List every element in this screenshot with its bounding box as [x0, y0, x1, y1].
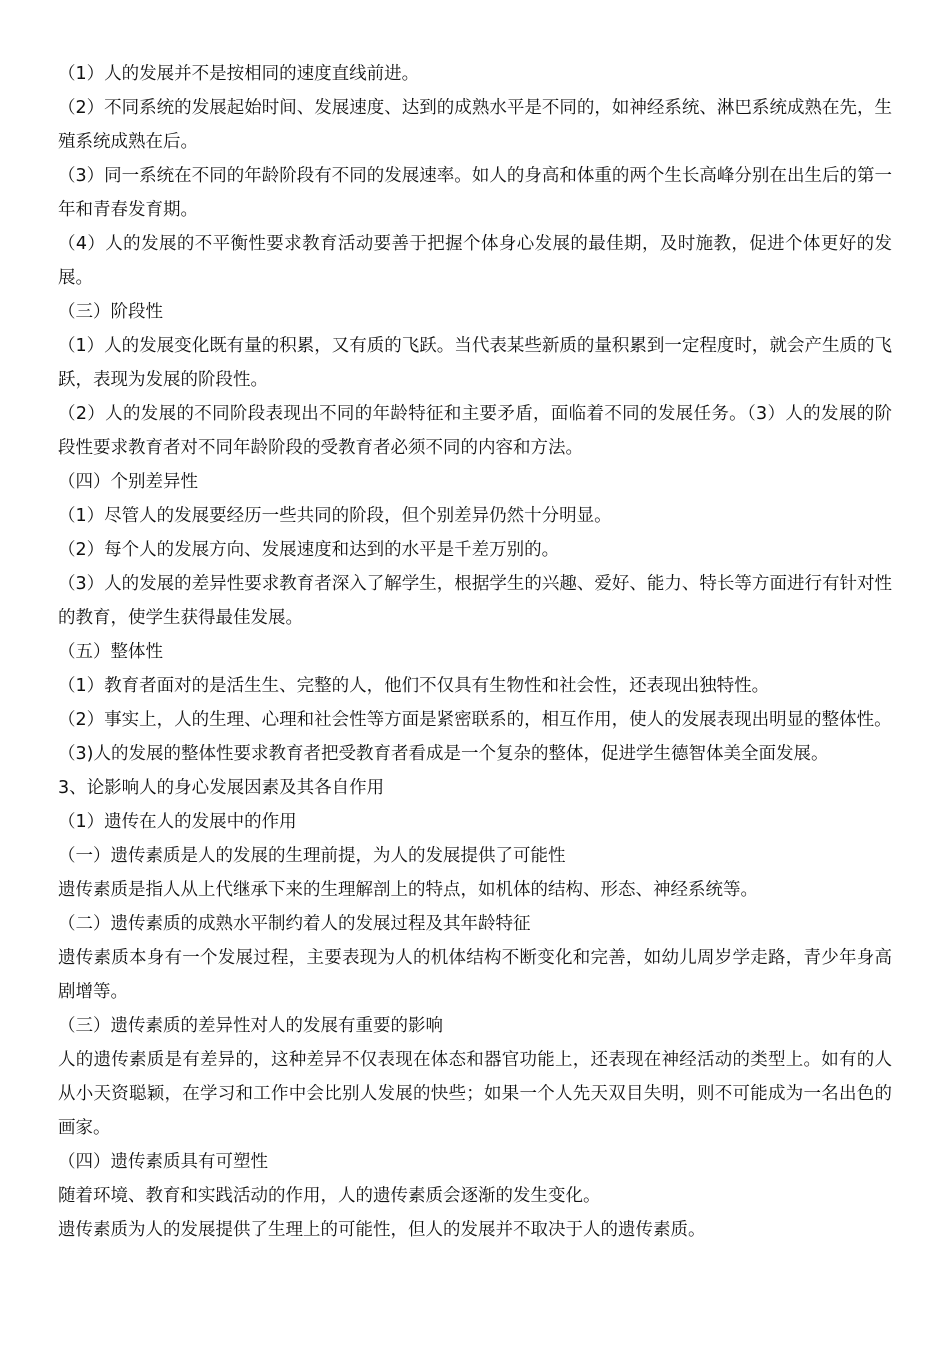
paragraph: （2）每个人的发展方向、发展速度和达到的水平是千差万别的。: [58, 540, 560, 560]
paragraph: （3）同一系统在不同的年龄阶段有不同的发展速率。如人的身高和体重的两个生长高峰分别在出生后的第一年和青春发育期。: [58, 166, 892, 220]
paragraph: （2）人的发展的不同阶段表现出不同的年龄特征和主要矛盾，面临着不同的发展任务。（3）人的发展的阶段性要求教育者对不同年龄阶段的受教育者必须不同的内容和方法。: [58, 404, 892, 458]
section-heading: （四）个别差异性: [58, 472, 198, 492]
paragraph: 遗传素质是指人从上代继承下来的生理解剖上的特点，如机体的结构、形态、神经系统等。: [58, 880, 758, 900]
paragraph: （1）教育者面对的是活生生、完整的人，他们不仅具有生物性和社会性，还表现出独特性。: [58, 676, 770, 696]
section-heading: （1）遗传在人的发展中的作用: [58, 812, 297, 832]
subsection-heading: （四）遗传素质具有可塑性: [58, 1152, 268, 1172]
paragraph: 人的遗传素质是有差异的，这种差异不仅表现在体态和器官功能上，还表现在神经活动的类型上。如有的人从小天资聪颖，在学习和工作中会比别人发展的快些；如果一个人先天双目失明，则不可能成为一名出色的画家。: [58, 1050, 892, 1138]
paragraph: （1）尽管人的发展要经历一些共同的阶段，但个别差异仍然十分明显。: [58, 506, 612, 526]
paragraph: 遗传素质本身有一个发展过程，主要表现为人的机体结构不断变化和完善，如幼儿周岁学走路，青少年身高剧增等。: [58, 948, 892, 1002]
subsection-heading: （三）遗传素质的差异性对人的发展有重要的影响: [58, 1016, 443, 1036]
paragraph: （2）不同系统的发展起始时间、发展速度、达到的成熟水平是不同的，如神经系统、淋巴系统成熟在先，生殖系统成熟在后。: [58, 98, 892, 152]
paragraph: （2）事实上，人的生理、心理和社会性等方面是紧密联系的，相互作用，使人的发展表现出明显的整体性。: [58, 710, 892, 730]
section-heading: （三）阶段性: [58, 302, 163, 322]
paragraph: 遗传素质为人的发展提供了生理上的可能性，但人的发展并不取决于人的遗传素质。: [58, 1220, 706, 1240]
paragraph: （3)人的发展的整体性要求教育者把受教育者看成是一个复杂的整体，促进学生德智体美全面发展。: [58, 744, 829, 764]
subsection-heading: （一）遗传素质是人的发展的生理前提，为人的发展提供了可能性: [58, 846, 566, 866]
paragraph: （1）人的发展变化既有量的积累，又有质的飞跃。当代表某些新质的量积累到一定程度时，就会产生质的飞跃，表现为发展的阶段性。: [58, 336, 892, 390]
section-heading: （五）整体性: [58, 642, 163, 662]
paragraph: （4）人的发展的不平衡性要求教育活动要善于把握个体身心发展的最佳期，及时施教，促进个体更好的发展。: [58, 234, 892, 288]
question-heading: 3、论影响人的身心发展因素及其各自作用: [58, 778, 385, 798]
subsection-heading: （二）遗传素质的成熟水平制约着人的发展过程及其年龄特征: [58, 914, 531, 934]
paragraph: （3）人的发展的差异性要求教育者深入了解学生，根据学生的兴趣、爱好、能力、特长等方面进行有针对性的教育，使学生获得最佳发展。: [58, 574, 892, 628]
paragraph: （1）人的发展并不是按相同的速度直线前进。: [58, 64, 420, 84]
paragraph: 随着环境、教育和实践活动的作用，人的遗传素质会逐渐的发生变化。: [58, 1186, 601, 1206]
